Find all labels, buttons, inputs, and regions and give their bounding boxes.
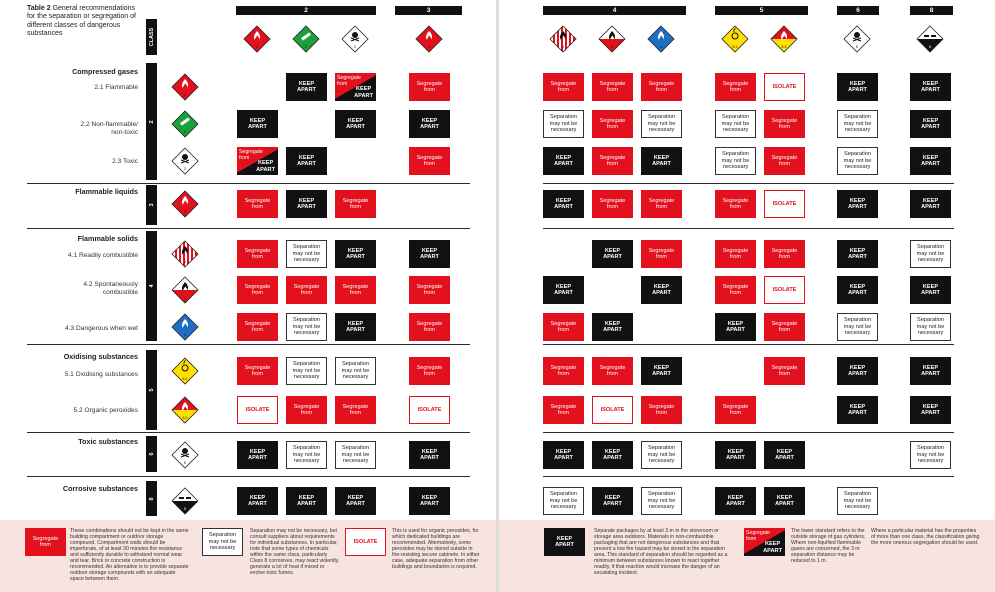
cell-keep: KEEP APART [286, 147, 327, 175]
column-header-4: 4 [543, 6, 686, 15]
row-separator [543, 432, 954, 433]
svg-text:5.1: 5.1 [182, 377, 188, 381]
row-separator [27, 183, 470, 184]
flammable-gas-diamond [243, 25, 271, 53]
cell-seg: Segregate from [715, 240, 756, 268]
cell-seg: Segregate from [715, 73, 756, 101]
class-bar-label: 2 [148, 119, 155, 124]
cell-sep: Separation may not be necessary [837, 147, 878, 175]
svg-text:5.1: 5.1 [732, 45, 738, 49]
row-heading: Toxic substances [78, 437, 138, 446]
column-header-5: 5 [715, 6, 808, 15]
cell-keep: KEEP APART [764, 487, 805, 515]
dangerous-when-wet-diamond [647, 25, 675, 53]
cell-keep: KEEP APART [837, 190, 878, 218]
class-bar-4 [146, 231, 157, 341]
row-flammable-gas-diamond [171, 73, 199, 101]
svg-text:8: 8 [929, 45, 931, 49]
svg-text:4: 4 [611, 45, 613, 49]
row-spontaneously-combustible-diamond [171, 276, 199, 304]
column-header-8: 8 [910, 6, 953, 15]
svg-text:5.2: 5.2 [781, 45, 787, 49]
table-title [27, 5, 142, 39]
class-bar-6 [146, 436, 157, 472]
cell-keep: KEEP APART [837, 357, 878, 385]
cell-seg: Segregate from [764, 147, 805, 175]
cell-sep: Separation may not be necessary [910, 313, 951, 341]
cell-iso: ISOLATE [764, 276, 805, 304]
cell-keep: KEEP APART [237, 110, 278, 138]
legend-right [499, 520, 995, 592]
cell-keep: KEEP APART [910, 396, 951, 424]
cell-seg: Segregate from [237, 357, 278, 385]
cell-sep: Separation may not be necessary [641, 487, 682, 515]
row-separator [543, 183, 954, 184]
toxic-diamond [843, 25, 871, 53]
cell-keep: KEEP APART [641, 276, 682, 304]
cell-sep: Separation may not be necessary [715, 110, 756, 138]
class-bar-label: 8 [148, 496, 155, 501]
cell-sep: Separation may not be necessary [286, 240, 327, 268]
cell-keep: KEEP APART [592, 441, 633, 469]
cell-seg: Segregate from [641, 190, 682, 218]
cell-sep: Separation may not be necessary [641, 110, 682, 138]
class-bar-label: 4 [148, 284, 155, 288]
cell-keep: KEEP APART [286, 73, 327, 101]
cell-seg: Segregate from [409, 147, 450, 175]
legend-sep: Separation may not be necessary [202, 528, 243, 556]
cell-iso: ISOLATE [237, 396, 278, 424]
row-separator [543, 228, 954, 229]
row-heading: Oxidising substances [63, 352, 138, 361]
cell-seg: Segregate from [764, 313, 805, 341]
cell-seg: Segregate from [641, 396, 682, 424]
cell-half-top: Segregate from [337, 75, 361, 88]
oxidising-diamond [721, 25, 749, 53]
cell-seg: Segregate from [592, 110, 633, 138]
cell-seg: Segregate from [409, 313, 450, 341]
legend-half-top: Segregate from [746, 530, 770, 543]
cell-seg: Segregate from [715, 396, 756, 424]
cell-keep: KEEP APART [237, 487, 278, 515]
cell-half-bottom: KEEP APART [256, 160, 275, 173]
cell-keep: KEEP APART [910, 147, 951, 175]
cell-keep: KEEP APART [286, 190, 327, 218]
cell-keep: KEEP APART [715, 441, 756, 469]
cell-half-top: Segregate from [239, 149, 263, 162]
cell-seg: Segregate from [237, 313, 278, 341]
cell-seg: Segregate from [286, 276, 327, 304]
cell-iso: ISOLATE [764, 73, 805, 101]
cell-seg: Segregate from [409, 73, 450, 101]
row-heading: Flammable liquids [75, 187, 138, 196]
cell-keep: KEEP APART [335, 487, 376, 515]
cell-sep: Separation may not be necessary [335, 441, 376, 469]
svg-text:3: 3 [428, 45, 430, 49]
cell-half [237, 147, 278, 175]
table-title-text: General recommendations for the separation or segregation of different classes of dangerous substances [27, 5, 136, 38]
cell-seg: Segregate from [764, 110, 805, 138]
cell-sep: Separation may not be necessary [286, 357, 327, 385]
cell-sep: Separation may not be necessary [837, 110, 878, 138]
row-heading: Corrosive substances [62, 484, 138, 493]
cell-keep: KEEP APART [409, 441, 450, 469]
row-separator [543, 344, 954, 345]
cell-sep: Separation may not be necessary [715, 147, 756, 175]
cell-keep: KEEP APART [409, 240, 450, 268]
cell-keep: KEEP APART [592, 313, 633, 341]
legend-sep_text: Separation may not be necessary, but consult suppliers about requirements for individual substances. In particular, note that some types of chemicals within the same class, particularly Class 8 corrosives, may react violently, generate a lot of heat if mixed or evolve toxic fumes. [250, 528, 340, 576]
cell-half-bottom: KEEP APART [354, 86, 373, 99]
cell-seg: Segregate from [543, 73, 584, 101]
cell-sep: Separation may not be necessary [286, 441, 327, 469]
cell-seg: Segregate from [592, 357, 633, 385]
class-bar-label: 6 [148, 452, 155, 456]
row-sublabel: 4.3 Dangerous when wet [65, 325, 138, 332]
cell-keep: KEEP APART [592, 487, 633, 515]
nonflammable-gas-diamond [292, 25, 320, 53]
legend-half [744, 528, 785, 556]
cell-seg: Segregate from [592, 190, 633, 218]
row-heading: Flammable solids [77, 234, 138, 243]
cell-iso: ISOLATE [764, 190, 805, 218]
row-flammable-liquid-diamond [171, 190, 199, 218]
cell-keep: KEEP APART [910, 357, 951, 385]
cell-keep: KEEP APART [409, 487, 450, 515]
row-toxic-gas-diamond [171, 147, 199, 175]
class-bar-3 [146, 185, 157, 225]
cell-seg: Segregate from [764, 240, 805, 268]
cell-sep: Separation may not be necessary [837, 313, 878, 341]
row-corrosive-diamond [171, 487, 199, 515]
toxic-gas-diamond [341, 25, 369, 53]
legend-half-bottom: KEEP APART [763, 541, 782, 554]
legend-seg: Segregate from [25, 528, 66, 556]
cell-seg: Segregate from [592, 147, 633, 175]
cell-seg: Segregate from [715, 190, 756, 218]
cell-keep: KEEP APART [910, 73, 951, 101]
cell-keep: KEEP APART [715, 487, 756, 515]
cell-seg: Segregate from [237, 276, 278, 304]
cell-keep: KEEP APART [286, 487, 327, 515]
row-sublabel: 4.2 Spontaneously combustible [83, 281, 138, 296]
row-flammable-solid-diamond [171, 240, 199, 268]
column-header-2: 2 [236, 6, 376, 15]
cell-keep: KEEP APART [543, 441, 584, 469]
row-heading: Compressed gases [72, 67, 138, 76]
class-bar-label: 5 [148, 388, 155, 392]
cell-seg: Segregate from [409, 357, 450, 385]
row-separator [27, 476, 470, 477]
svg-text:6: 6 [856, 45, 858, 49]
cell-keep: KEEP APART [335, 240, 376, 268]
cell-keep: KEEP APART [335, 110, 376, 138]
cell-keep: KEEP APART [543, 276, 584, 304]
cell-keep: KEEP APART [543, 147, 584, 175]
cell-seg: Segregate from [335, 190, 376, 218]
row-sublabel: 2.1 Flammable [94, 84, 138, 91]
cell-keep: KEEP APART [910, 110, 951, 138]
row-dangerous-when-wet-diamond [171, 313, 199, 341]
cell-seg: Segregate from [641, 73, 682, 101]
corrosive-diamond [916, 25, 944, 53]
svg-text:2: 2 [354, 45, 356, 49]
svg-text:2: 2 [184, 167, 186, 171]
svg-text:4: 4 [184, 260, 186, 264]
row-organic-peroxide-diamond [171, 396, 199, 424]
cell-seg: Segregate from [641, 240, 682, 268]
cell-sep: Separation may not be necessary [641, 441, 682, 469]
legend-last_text: Where a particular material has the properties of more than one class, the classification giving the more onerous segregation should be used. [871, 528, 980, 546]
table-title-bold: Table 2 [27, 5, 51, 12]
row-nonflammable-gas-diamond [171, 110, 199, 138]
cell-sep: Separation may not be necessary [910, 240, 951, 268]
row-separator [543, 476, 954, 477]
cell-keep: KEEP APART [715, 313, 756, 341]
class-header-label: CLASS [148, 27, 155, 47]
svg-text:3: 3 [184, 210, 186, 214]
cell-seg: Segregate from [543, 357, 584, 385]
cell-keep: KEEP APART [910, 276, 951, 304]
svg-text:2: 2 [184, 93, 186, 97]
class-bar-8 [146, 481, 157, 516]
class-bar-2 [146, 63, 157, 180]
cell-keep: KEEP APART [837, 73, 878, 101]
row-oxidising-diamond [171, 357, 199, 385]
cell-keep: KEEP APART [641, 357, 682, 385]
column-header-6: 6 [837, 6, 879, 15]
row-sublabel: 5.1 Oxidising substances [64, 371, 138, 378]
legend-iso: ISOLATE [345, 528, 386, 556]
cell-keep: KEEP APART [837, 240, 878, 268]
cell-seg: Segregate from [543, 313, 584, 341]
row-separator [27, 344, 470, 345]
cell-sep: Separation may not be necessary [286, 313, 327, 341]
cell-seg: Segregate from [764, 357, 805, 385]
class-bar-5 [146, 350, 157, 430]
spontaneously-combustible-diamond [598, 25, 626, 53]
cell-sep: Separation may not be necessary [543, 487, 584, 515]
cell-seg: Segregate from [286, 396, 327, 424]
legend-keep: KEEP APART [544, 528, 585, 556]
cell-seg: Segregate from [335, 396, 376, 424]
svg-text:5.2: 5.2 [182, 416, 188, 420]
svg-text:4: 4 [562, 45, 564, 49]
flammable-solid-diamond [549, 25, 577, 53]
cell-keep: KEEP APART [837, 276, 878, 304]
cell-keep: KEEP APART [409, 110, 450, 138]
svg-text:4: 4 [660, 45, 662, 49]
row-separator [27, 228, 470, 229]
class-bar-label: 3 [148, 203, 155, 207]
cell-seg: Segregate from [543, 396, 584, 424]
cell-keep: KEEP APART [543, 190, 584, 218]
cell-sep: Separation may not be necessary [543, 110, 584, 138]
svg-text:2: 2 [256, 45, 258, 49]
svg-text:2: 2 [184, 130, 186, 134]
cell-seg: Segregate from [592, 73, 633, 101]
row-separator [27, 432, 470, 433]
cell-keep: KEEP APART [764, 441, 805, 469]
legend-iso_text: This is used for organic peroxides, for which dedicated buildings are recommended. Alternatively, some peroxides may be stored outside in fire-resisting secure cabinets. In either case, adequate separation from other buildings and boundaries is required. [392, 528, 480, 570]
row-sublabel: 2.3 Toxic [112, 158, 138, 165]
legend-half_text: The lower standard refers to the outside storage of gas cylinders. Where non-liquified flammable gases are concerned, the 3 m separation distance may be reduced to 1 m. [791, 528, 866, 564]
cell-iso: ISOLATE [592, 396, 633, 424]
cell-half [335, 73, 376, 101]
cell-seg: Segregate from [335, 276, 376, 304]
organic-peroxide-diamond [770, 25, 798, 53]
legend-seg_text: These combinations should not be kept in the same building compartment or outdoor storage compound. Compartment walls should be imperforate, of at least 30 minutes fire resistance and sufficiently durable to withstand normal wear and tear. Brick or concrete construction is recommended. An alternative is to provide separate outdoor storage compounds with an adequate space between them. [70, 528, 189, 582]
cell-seg: Segregate from [237, 240, 278, 268]
row-sublabel: 2.2 Non-flammable/ non-toxic [80, 121, 138, 136]
flammable-liquid-diamond [415, 25, 443, 53]
row-sublabel: 4.1 Readily combustible [67, 252, 138, 259]
row-sublabel: 5.2 Organic peroxides [73, 407, 138, 414]
svg-text:8: 8 [184, 507, 186, 511]
legend-keep_text: Separate packages by at least 3 m in the storeroom or storage area outdoors. Materials in non-combustible packaging that are not dangerous substances and that present a low fire hazard may be stored in the separation area. This standard of separation should be regarded as a minimum between substances known to react together readily, if that reaction would increase the danger of an escalating incident. [594, 528, 728, 576]
cell-keep: KEEP APART [592, 240, 633, 268]
legend-left [0, 520, 496, 592]
cell-seg: Segregate from [237, 190, 278, 218]
cell-seg: Segregate from [409, 276, 450, 304]
cell-keep: KEEP APART [641, 147, 682, 175]
svg-text:6: 6 [184, 461, 186, 465]
class-header [146, 19, 157, 55]
cell-keep: KEEP APART [237, 441, 278, 469]
cell-sep: Separation may not be necessary [837, 487, 878, 515]
cell-keep: KEEP APART [837, 396, 878, 424]
cell-keep: KEEP APART [910, 190, 951, 218]
column-header-3: 3 [395, 6, 462, 15]
svg-text:4: 4 [184, 296, 186, 300]
cell-sep: Separation may not be necessary [335, 357, 376, 385]
cell-seg: Segregate from [715, 276, 756, 304]
row-toxic-diamond [171, 441, 199, 469]
cell-keep: KEEP APART [335, 313, 376, 341]
svg-text:4: 4 [184, 333, 186, 337]
svg-text:2: 2 [305, 45, 307, 49]
cell-iso: ISOLATE [409, 396, 450, 424]
cell-sep: Separation may not be necessary [910, 441, 951, 469]
